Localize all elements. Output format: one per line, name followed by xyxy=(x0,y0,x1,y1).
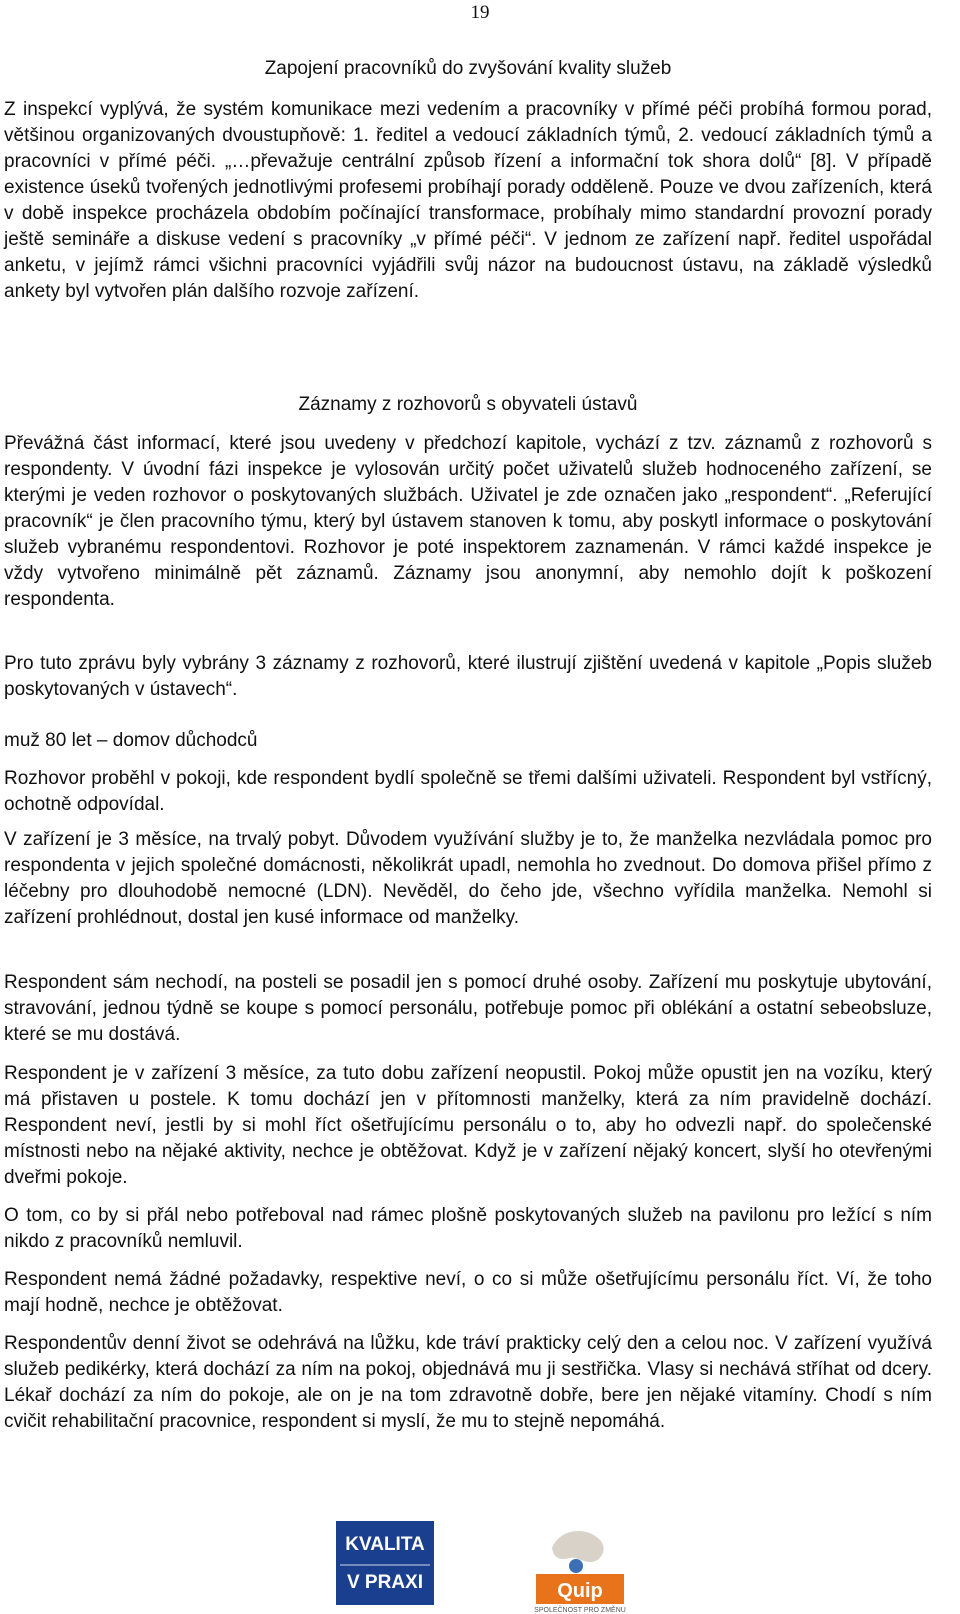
section-title-zaznamy: Záznamy z rozhovorů s obyvateli ústavů xyxy=(298,394,638,415)
paragraph: O tom, co by si přál nebo potřeboval nad rámec plošně poskytovaných služeb na pavilonu pro ležící s ním nikdo z pracovníků nemluvil. xyxy=(4,1205,932,1252)
dot-icon xyxy=(569,1559,583,1573)
page-number: 19 xyxy=(470,2,490,23)
logo-text-line2: V PRAXI xyxy=(346,1572,424,1593)
paragraph: Respondent nemá žádné požadavky, respektive neví, o co si může ošetřujícímu personálu říct. Ví, že toho mají hodně, nechce je obtěžovat. xyxy=(4,1269,932,1316)
section-title-zapojeni: Zapojení pracovníků do zvyšování kvality služeb xyxy=(264,58,672,79)
paragraph: V zařízení je 3 měsíce, na trvalý pobyt. Důvodem využívání služby je to, že manželka nezvládala pomoc pro respondenta v jejich společné domácnosti, několikrát upadl, nemohla ho zvednout. Do domova přišel přímo z léčebny pro dlouhodobě nemocné (LDN). Nevěděl, do čeho jde, všechno vyřídila manželka. Nemohl si zařízení prohlédnout, dostal jen kusé informace od manželky. xyxy=(4,829,932,928)
paragraph: Respondentův denní život se odehrává na lůžku, kde tráví prakticky celý den a celou noc. V zařízení využívá služeb pedikérky, která dochází za ním na pokoj, objednává mu ji sestřička. Vlasy si nechává stříhat od dcery. Lékař dochází za ním do pokoje, ale on je na tom zdravotně dobře, bere jen nějaké vitamíny. Chodí s ním cvičit rehabilitační pracovnice, respondent si myslí, že mu to stejně nepomáhá. xyxy=(4,1333,932,1432)
logo-text-line1: KVALITA xyxy=(345,1534,425,1555)
paragraph: Z inspekcí vyplývá, že systém komunikace mezi vedením a pracovníky v přímé péči probíhá formou porad, většinou organizovaných dvoustupňově: 1. ředitel a vedoucí základních týmů, 2. vedoucí základních týmů a pracovníci v přímé péči. „…převažuje centrální způsob řízení a informační tok shora dolů“ [8]. V případě existence úseků tvořených jednotlivými profesemi probíhají porady odděleně. Pouze ve dvou zařízeních, která v době inspekce procházela obdobím počínající transformace, probíhaly mimo standardní provozní porady ještě semináře a diskuse vedení s pracovníky „v přímé péči“. V jednom ze zařízení např. ředitel uspořádal anketu, v jejímž rámci všichni pracovníci vyjádřili svůj názor na budoucnost ústavu, na základě výsledků ankety byl vytvořen plán dalšího rozvoje zařízení. xyxy=(4,99,932,302)
paragraph: Pro tuto zprávu byly vybrány 3 záznamy z rozhovorů, které ilustrují zjištění uvedená v kapitole „Popis služeb poskytovaných v ústavech“. xyxy=(4,653,932,700)
paragraph: Respondent sám nechodí, na posteli se posadil jen s pomocí druhé osoby. Zařízení mu poskytuje ubytování, stravování, jednou týdně se koupe s pomocí personálu, potřebuje pomoc při oblékání a ostatní sebeobsluze, které se mu dostává. xyxy=(4,972,932,1045)
footer-logos xyxy=(0,1518,960,1614)
quip-logo xyxy=(532,1518,628,1614)
quip-logo-tagline: SPOLEČNOST PRO ZMĚNU xyxy=(534,1607,626,1614)
kvalita-v-praxi-logo xyxy=(332,1518,438,1608)
paragraph: Rozhovor proběhl v pokoji, kde respondent bydlí společně se třemi dalšími uživateli. Respondent byl vstřícný, ochotně odpovídal. xyxy=(4,768,932,815)
paragraph: Respondent je v zařízení 3 měsíce, za tuto dobu zařízení neopustil. Pokoj může opustit jen na vozíku, který má přistaven u postele. K tomu dochází jen v přítomnosti manželky, která za ním pravidelně dochází. Respondent neví, jestli by si mohl říct ošetřujícímu personálu o to, aby ho odvezli např. do společenské místnosti nebo na nějaké aktivity, nechce je obtěžovat. Když je v zařízení nějaký koncert, slyší ho otevřenými dveřmi pokoje. xyxy=(4,1063,932,1188)
paragraph: Převážná část informací, které jsou uvedeny v předchozí kapitole, vychází z tzv. záznamů z rozhovorů s respondenty. V úvodní fázi inspekce je vylosován určitý počet uživatelů služeb hodnoceného zařízení, se kterými je veden rozhovor o poskytovaných službách. Uživatel je zde označen jako „respondent“. „Referující pracovník“ je člen pracovního týmu, který byl ústavem stanoven k tomu, aby poskytl informace o poskytování služeb vybranému respondentovi. Rozhovor je poté inspektorem zaznamenán. V rámci každé inspekce je vždy vytvořeno minimálně pět záznamů. Záznamy jsou anonymní, aby nemohlo dojít k poškození respondenta. xyxy=(4,433,932,610)
quip-logo-name: Quip xyxy=(557,1580,603,1602)
interview-subject-heading: muž 80 let – domov důchodců xyxy=(4,730,258,751)
